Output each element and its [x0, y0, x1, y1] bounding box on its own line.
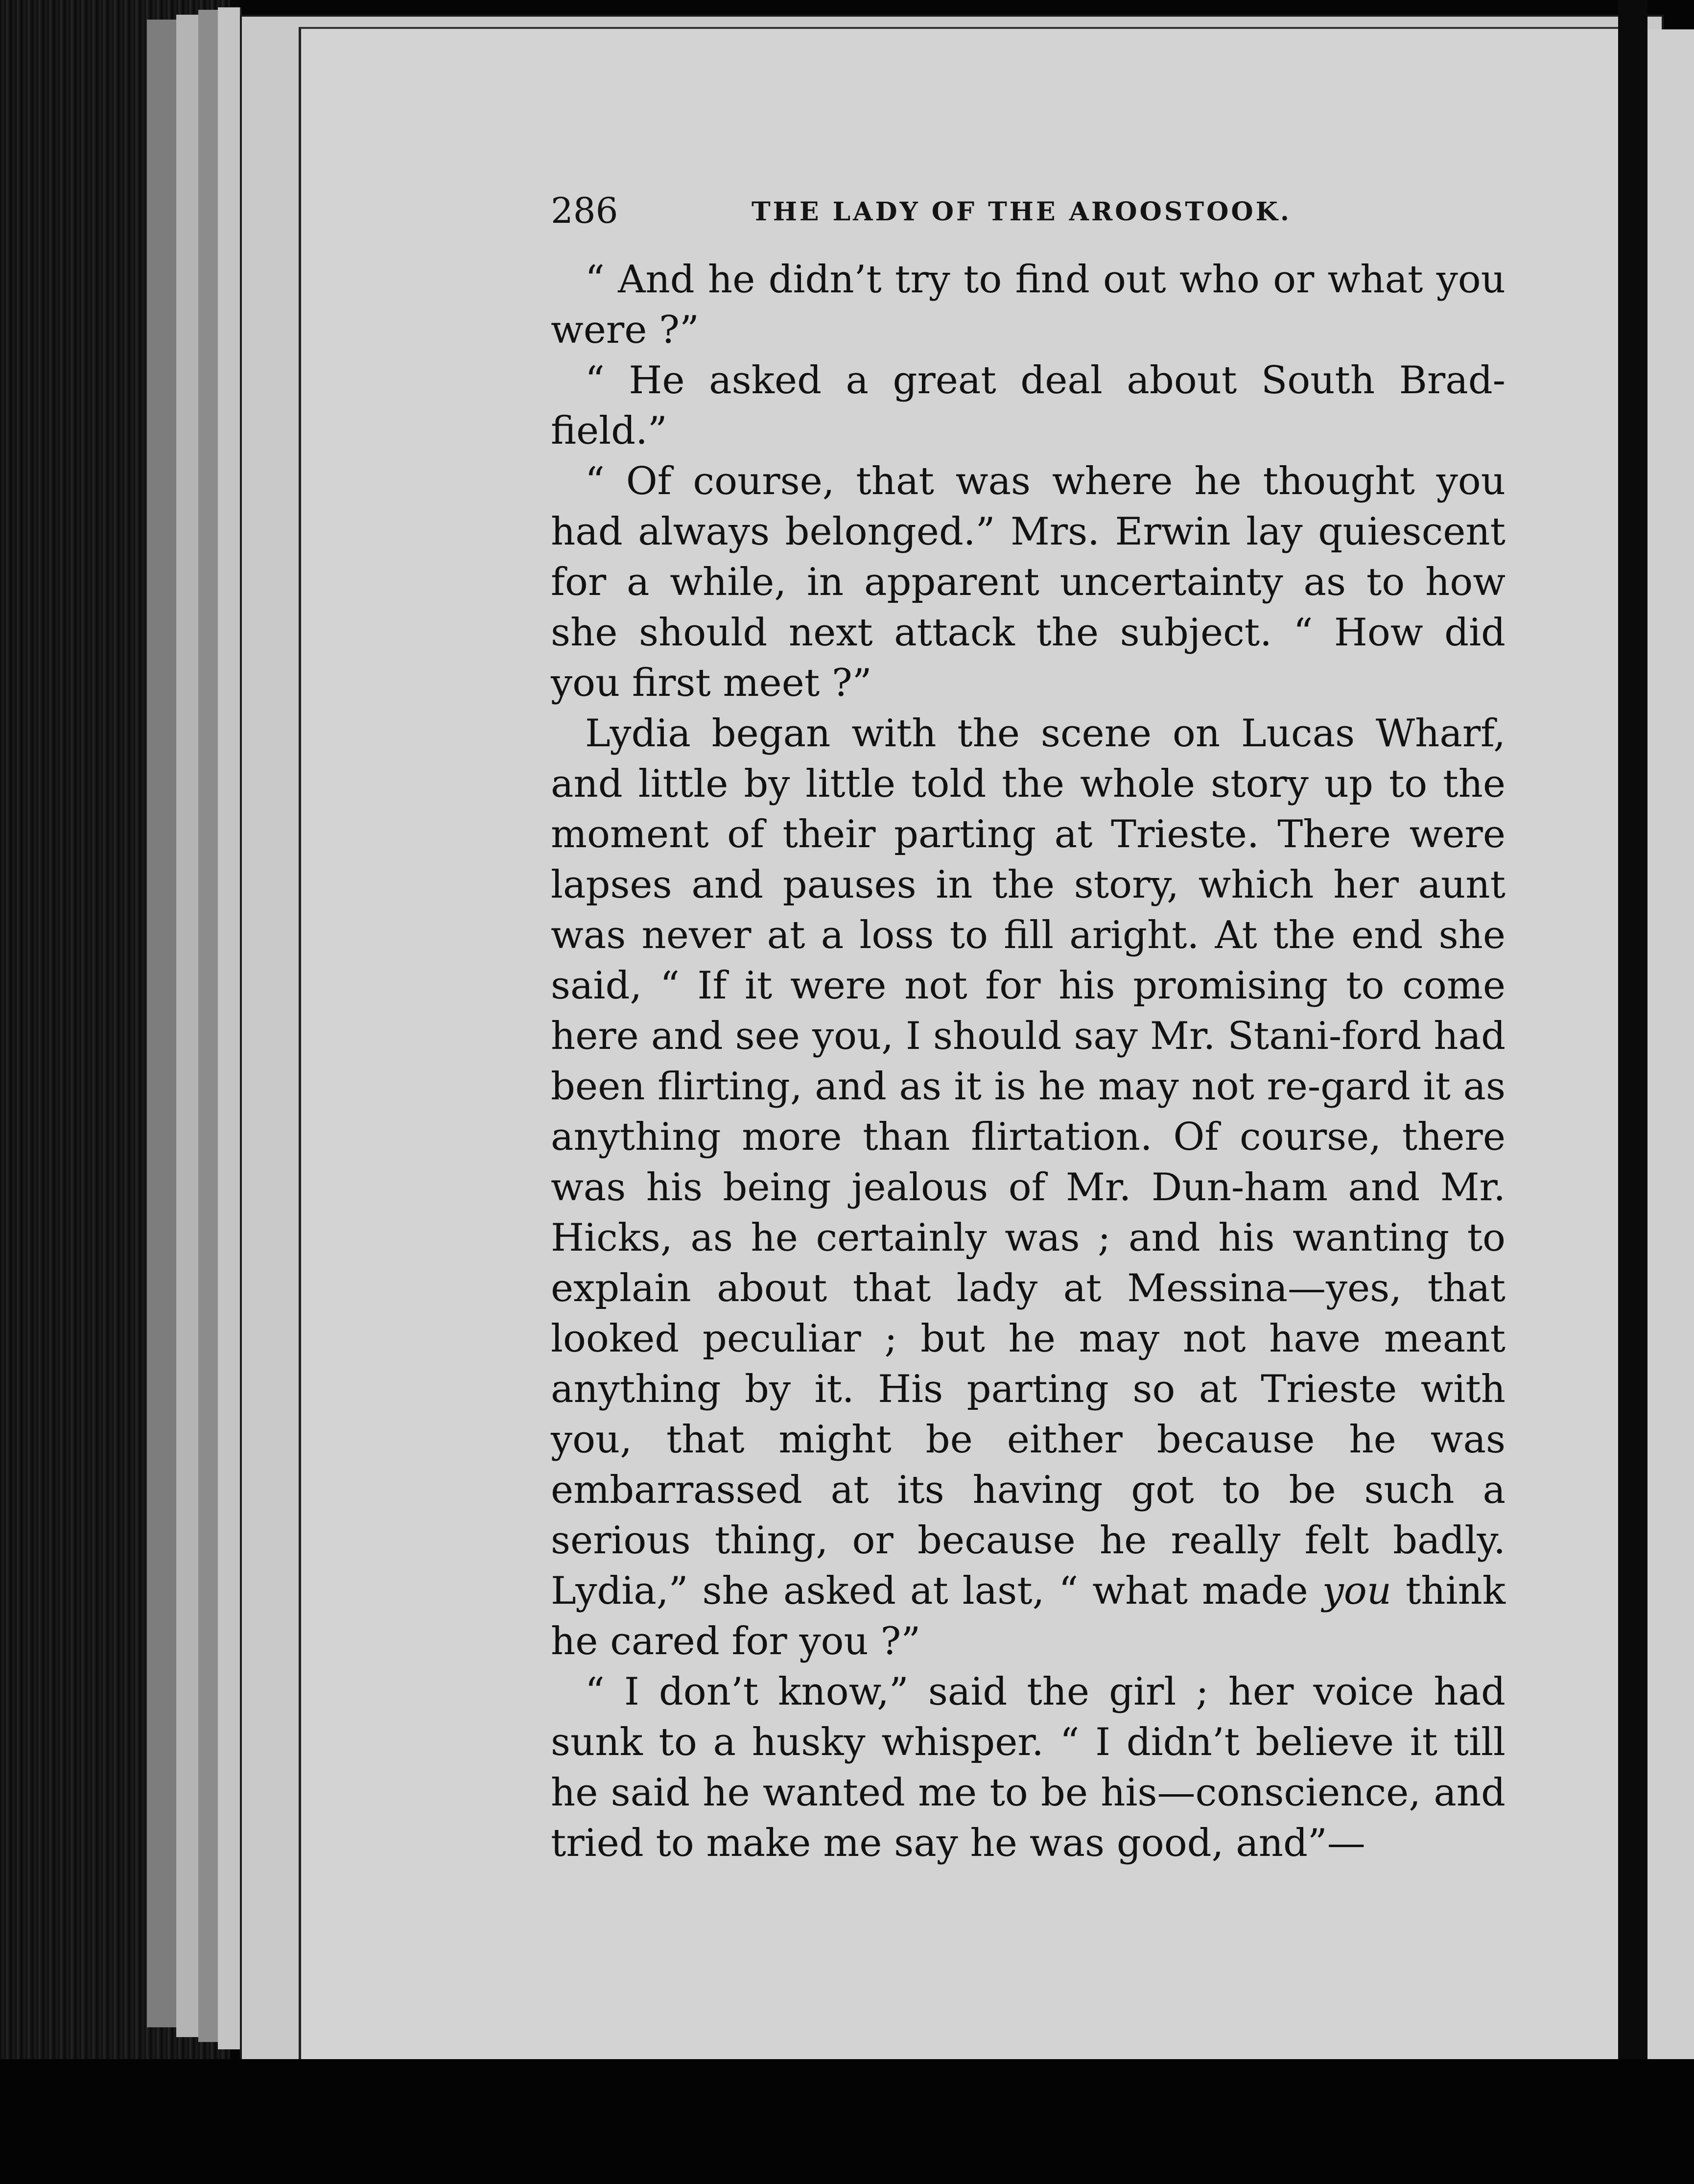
page-number: 286: [551, 190, 618, 231]
paragraph: “ Of course, that was where he thought you had always belonged.” Mrs. Erwin lay quiescent for a while, in apparent uncertainty as to how she should next attack the subject. “ How did you first meet ?”: [551, 459, 1506, 705]
emphasis-text: you: [1322, 1569, 1391, 1613]
paragraph: “ He asked a great deal about South Brad-field.”: [551, 358, 1506, 453]
running-title: THE LADY OF THE AROOSTOOK.: [752, 197, 1292, 227]
stacked-page-edge: [198, 10, 219, 2042]
stacked-page-edge: [176, 15, 200, 2037]
paragraph-text: think he cared for you ?”: [551, 1569, 1506, 1663]
paragraph: “ I don’t know,” said the girl ; her voice had sunk to a husky whisper. “ I didn’t believe it till he said he wanted me to be his—conscience, and tried to make me say he was good, and”—: [551, 1670, 1506, 1865]
bottom-background: [0, 2059, 1694, 2184]
stacked-page-edge: [147, 20, 178, 2027]
paragraph-text: Lydia began with the scene on Lucas Wharf, and little by little told the whole story up to the moment of their parting at Trieste. There were lapses and pauses in the story, which her aunt was never at a loss to fill aright. At the end she said, “ If it were not for his promising to come here and see you, I should say Mr. Stani-ford had been flirting, and as it is he may not re-gard it as anything more than flirtation. Of course, there was his being jealous of Mr. Dun-ham and Mr. Hicks, as he certainly was ; and his wanting to explain about that lady at Messina—yes, that looked peculiar ; but he may not have meant anything by it. His parting so at Trieste with you, that might be either because he was embarrassed at its having got to be such a serious thing, or because he really felt badly. Lydia,” she asked at last, “ what made: [551, 712, 1506, 1613]
stacked-page-edge: [218, 7, 241, 2049]
paragraph: [551, 709, 1506, 1667]
body-text: [551, 255, 1506, 1869]
paragraph: “ And he didn’t try to find out who or what you were ?”: [551, 258, 1506, 352]
facing-page-sliver: [1647, 29, 1694, 2062]
page-header: [551, 189, 1427, 233]
gutter-shadow: [1618, 0, 1647, 2184]
